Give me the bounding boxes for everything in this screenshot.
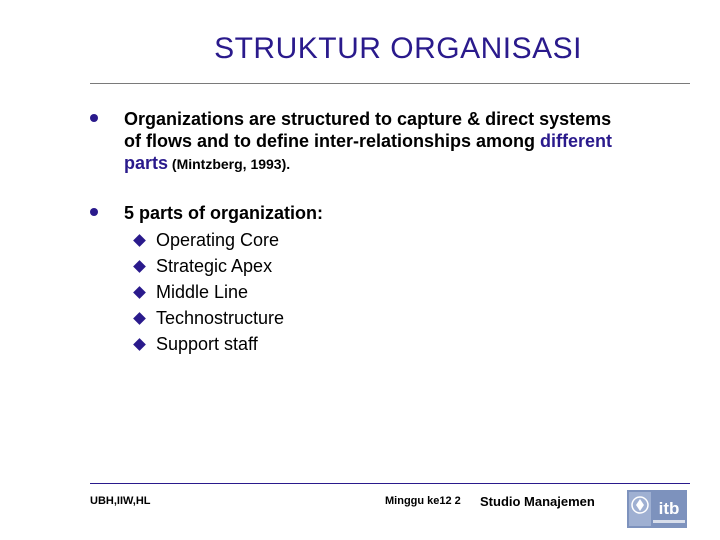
definition-line-2 bbox=[124, 130, 684, 152]
list-item-label: Strategic Apex bbox=[156, 256, 273, 276]
definition-line-2-text: of flows and to define inter-relationships among bbox=[124, 131, 541, 151]
list-item-label: Support staff bbox=[156, 334, 258, 354]
slide-title: STRUKTUR ORGANISASI bbox=[214, 32, 582, 65]
definition-line-3 bbox=[124, 152, 684, 175]
itb-logo-icon bbox=[627, 490, 687, 528]
footer-course: Studio Manajemen bbox=[480, 494, 595, 509]
citation: (Mintzberg, 1993). bbox=[168, 156, 291, 172]
logo-mark: itb bbox=[658, 499, 680, 518]
definition-line-1: Organizations are structured to capture & direct systems bbox=[124, 109, 612, 129]
diamond-bullet-icon bbox=[133, 234, 146, 247]
definition-accent-parts: parts bbox=[124, 153, 169, 173]
bullet-text-definition bbox=[124, 108, 684, 175]
diamond-bullet-icon bbox=[133, 260, 146, 273]
list-item-label: Technostructure bbox=[156, 308, 285, 328]
definition-accent-different: different bbox=[540, 131, 613, 151]
footer-authors: UBH,IIW,HL bbox=[90, 495, 151, 507]
diamond-bullet-icon bbox=[133, 338, 146, 351]
list-item-label: Operating Core bbox=[156, 230, 280, 250]
bullet-dot-icon bbox=[90, 208, 98, 216]
list-item-label: Middle Line bbox=[156, 282, 249, 302]
footer-divider bbox=[90, 483, 690, 484]
diamond-bullet-icon bbox=[133, 286, 146, 299]
title-divider bbox=[90, 83, 690, 84]
footer-week: Minggu ke12 2 bbox=[385, 495, 461, 507]
diamond-bullet-icon bbox=[133, 312, 146, 325]
bullet-dot-icon bbox=[90, 114, 98, 122]
parts-heading: 5 parts of organization: bbox=[124, 203, 324, 223]
